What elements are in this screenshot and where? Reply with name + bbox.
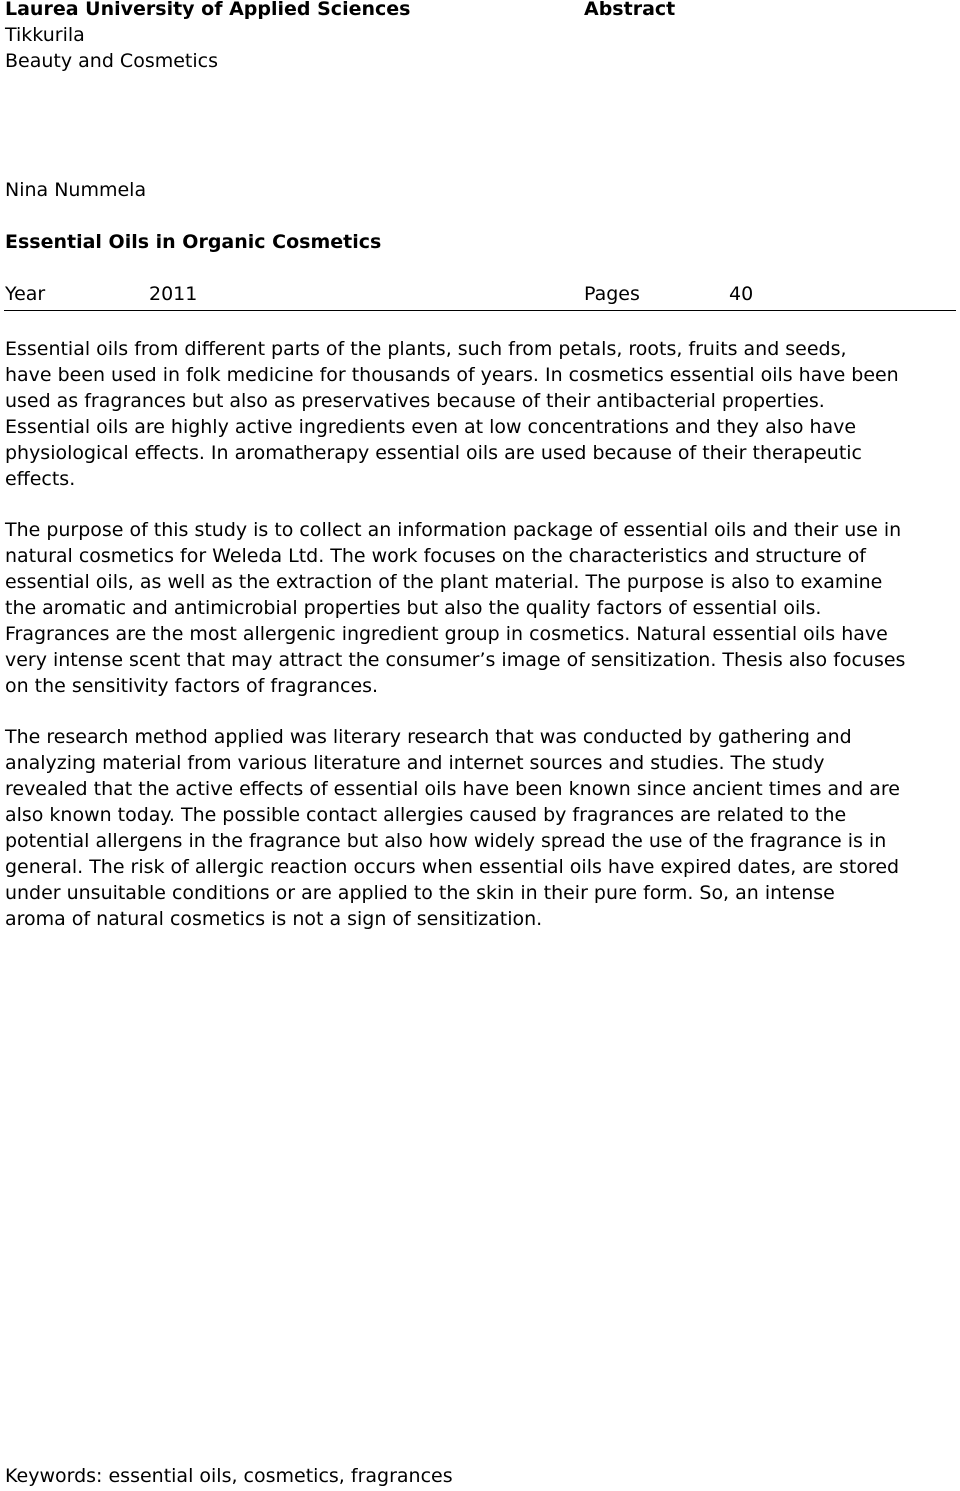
author-name: Nina Nummela — [5, 179, 147, 201]
university-name: Laurea University of Applied Sciences — [5, 0, 411, 20]
paragraph-line: The research method applied was literary research that was conducted by gathering and — [5, 726, 852, 748]
paragraph-line: natural cosmetics for Weleda Ltd. The work focuses on the characteristics and structure of — [5, 545, 866, 567]
paragraph-line: under unsuitable conditions or are applied to the skin in their pure form. So, an intense — [5, 882, 835, 904]
abstract-paragraph-1 — [5, 336, 957, 492]
paragraph-line: used as fragrances but also as preservatives because of their antibacterial properties. — [5, 390, 825, 412]
paragraph-line: Essential oils from different parts of the plants, such from petals, roots, fruits and seeds, — [5, 338, 847, 360]
paragraph-line: on the sensitivity factors of fragrances. — [5, 675, 379, 697]
paragraph-line: essential oils, as well as the extraction of the plant material. The purpose is also to examine — [5, 571, 883, 593]
pages-value: 40 — [729, 283, 754, 305]
paragraph-line: analyzing material from various literature and internet sources and studies. The study — [5, 752, 825, 774]
pages-label: Pages — [584, 283, 640, 305]
paragraph-line: general. The risk of allergic reaction occurs when essential oils have expired dates, are stored — [5, 856, 900, 878]
paragraph-line: The purpose of this study is to collect an information package of essential oils and their use in — [5, 519, 902, 541]
paragraph-line: aroma of natural cosmetics is not a sign of sensitization. — [5, 908, 543, 930]
paragraph-line: physiological effects. In aromatherapy essential oils are used because of their therapeutic — [5, 442, 862, 464]
abstract-paragraph-3 — [5, 724, 957, 932]
campus-name: Tikkurila — [5, 24, 85, 46]
header-divider — [4, 310, 956, 311]
paragraph-line: have been used in folk medicine for thousands of years. In cosmetics essential oils have been — [5, 364, 899, 386]
paragraph-line: effects. — [5, 468, 76, 490]
paragraph-line: revealed that the active effects of essential oils have been known since ancient times and are — [5, 778, 900, 800]
paragraph-line: potential allergens in the fragrance but also how widely spread the use of the fragrance is in — [5, 830, 887, 852]
keywords: Keywords: essential oils, cosmetics, fragrances — [5, 1465, 453, 1487]
paragraph-line: very intense scent that may attract the consumer’s image of sensitization. Thesis also focuses — [5, 649, 906, 671]
paragraph-line: Fragrances are the most allergenic ingredient group in cosmetics. Natural essential oils have — [5, 623, 888, 645]
paragraph-line: the aromatic and antimicrobial properties but also the quality factors of essential oils. — [5, 597, 822, 619]
paragraph-line: also known today. The possible contact allergies caused by fragrances are related to the — [5, 804, 847, 826]
paragraph-line: Essential oils are highly active ingredients even at low concentrations and they also have — [5, 416, 857, 438]
year-label: Year — [5, 283, 46, 305]
abstract-label: Abstract — [584, 0, 676, 20]
thesis-title: Essential Oils in Organic Cosmetics — [5, 231, 382, 253]
programme-name: Beauty and Cosmetics — [5, 50, 218, 72]
year-value: 2011 — [149, 283, 198, 305]
abstract-paragraph-2 — [5, 517, 957, 699]
